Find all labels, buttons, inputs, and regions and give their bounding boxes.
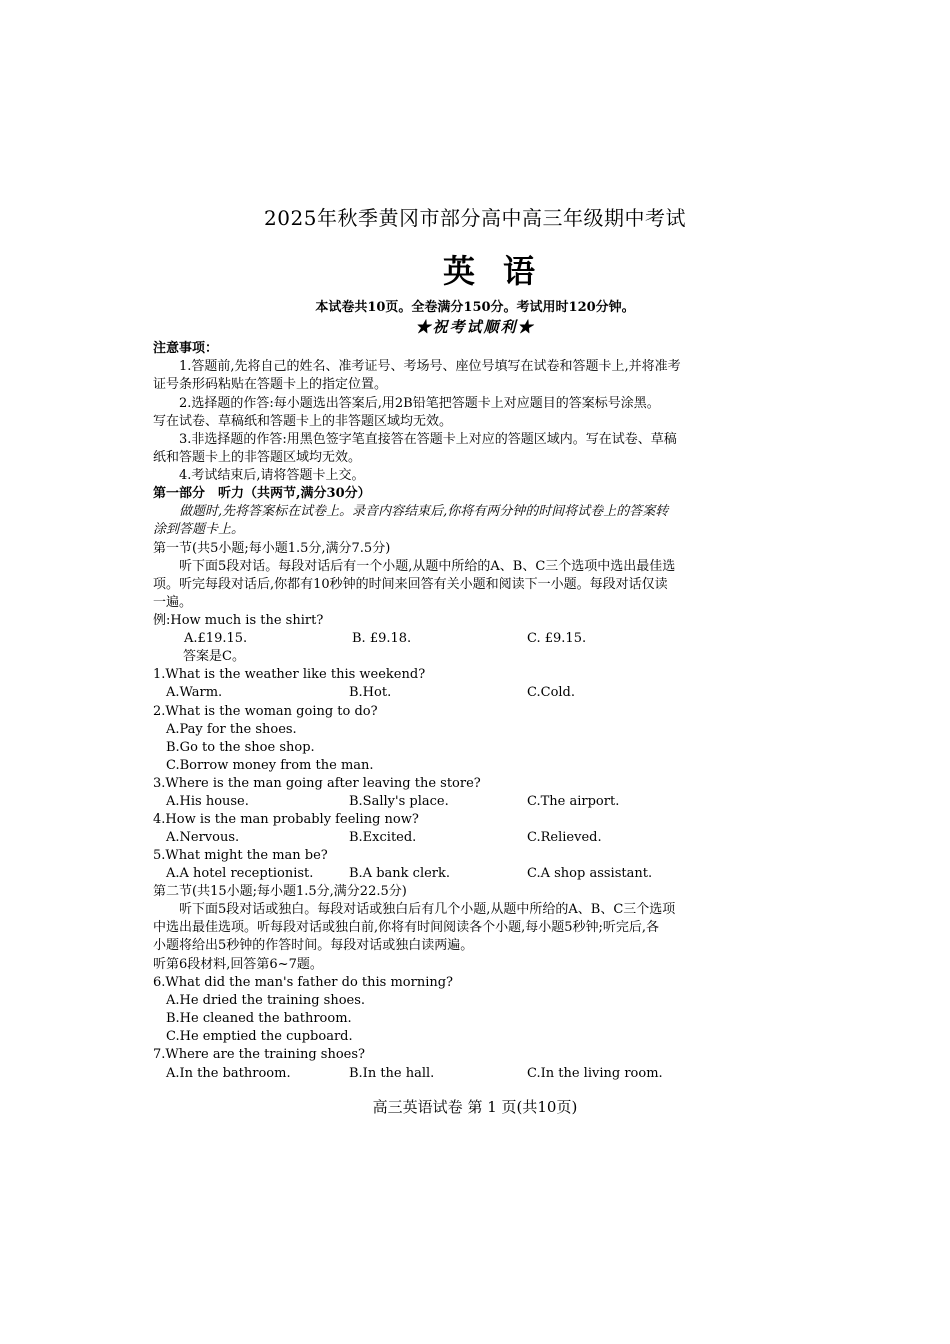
- subject-title: 英语: [442, 252, 563, 290]
- question-7: 7.Where are the training shoes?: [153, 1047, 365, 1062]
- question-6: 6.What did the man's father do this morning?: [153, 975, 454, 990]
- page-footer: 高三英语试卷 第 1 页(共10页): [372, 1098, 578, 1116]
- q7-option-c: C.In the living room.: [527, 1066, 663, 1081]
- notice-item: 2.选择题的作答:每小题选出答案后,用2B铅笔把答题卡上对应题目的答案标号涂黑。: [179, 396, 660, 411]
- section2-heading: 第二节(共15小题;每小题1.5分,满分22.5分): [153, 884, 407, 899]
- q6-option-c: C.He emptied the cupboard.: [166, 1029, 353, 1044]
- q4-option-a: A.Nervous.: [166, 830, 240, 845]
- q7-option-b: B.In the hall.: [349, 1066, 435, 1081]
- notice-item: 纸和答题卡上的非答题区域均无效。: [153, 450, 362, 465]
- question-1: 1.What is the weather like this weekend?: [153, 667, 426, 682]
- section1-heading: 第一节(共5小题;每小题1.5分,满分7.5分): [153, 541, 391, 556]
- section1-instructions: 项。听完每段对话后,你都有10秒钟的时间来回答有关小题和阅读下一小题。每段对话仅读: [153, 577, 668, 592]
- part1-heading: 第一部分 听力（共两节,满分30分）: [153, 486, 371, 501]
- section2-instructions: 中选出最佳选项。听每段对话或独白前,你将有时间阅读各个小题,每小题5秒钟;听完后,各: [153, 920, 660, 935]
- q7-option-a: A.In the bathroom.: [166, 1066, 291, 1081]
- part1-intro: 做题时,先将答案标在试卷上。录音内容结束后,你将有两分钟的时间将试卷上的答案转: [179, 504, 669, 519]
- example-option-a: A.£19.15.: [184, 631, 248, 646]
- example-option-c: C. £9.15.: [527, 631, 587, 646]
- question-5: 5.What might the man be?: [153, 848, 328, 863]
- q5-option-b: B.A bank clerk.: [349, 866, 451, 881]
- notice-item: 写在试卷、草稿纸和答题卡上的非答题区域均无效。: [153, 414, 453, 429]
- section2-instructions: 听下面5段对话或独白。每段对话或独白后有几个小题,从题中所给的A、B、C三个选项: [179, 902, 676, 917]
- q2-option-a: A.Pay for the shoes.: [166, 722, 297, 737]
- exam-meta: 本试卷共10页。全卷满分150分。考试用时120分钟。: [315, 300, 635, 315]
- q4-option-c: C.Relieved.: [527, 830, 602, 845]
- notice-item: 1.答题前,先将自己的姓名、准考证号、考场号、座位号填写在试卷和答题卡上,并将准考: [179, 359, 681, 374]
- question-4: 4.How is the man probably feeling now?: [153, 812, 419, 827]
- question-2: 2.What is the woman going to do?: [153, 704, 378, 719]
- notice-item: 3.非选择题的作答:用黑色签字笔直接答在答题卡上对应的答题区域内。写在试卷、草稿: [179, 432, 677, 447]
- q1-option-c: C.Cold.: [527, 685, 576, 700]
- section1-instructions: 听下面5段对话。每段对话后有一个小题,从题中所给的A、B、C三个选项中选出最佳选: [179, 559, 676, 574]
- q1-option-b: B.Hot.: [349, 685, 392, 700]
- q1-option-a: A.Warm.: [166, 685, 223, 700]
- example-option-b: B. £9.18.: [352, 631, 412, 646]
- q6-option-a: A.He dried the training shoes.: [166, 993, 366, 1008]
- material-6-label: 听第6段材料,回答第6~7题。: [153, 957, 323, 972]
- section1-instructions: 一遍。: [153, 595, 193, 610]
- question-3: 3.Where is the man going after leaving the store?: [153, 776, 481, 791]
- example-question: 例:How much is the shirt?: [153, 613, 324, 628]
- q5-option-a: A.A hotel receptionist.: [166, 866, 314, 881]
- q3-option-c: C.The airport.: [527, 794, 620, 809]
- q2-option-b: B.Go to the shoe shop.: [166, 740, 315, 755]
- q5-option-c: C.A shop assistant.: [527, 866, 653, 881]
- notice-heading: 注意事项：: [153, 341, 219, 356]
- good-luck-banner: ★祝考试顺利★: [415, 318, 535, 336]
- q6-option-b: B.He cleaned the bathroom.: [166, 1011, 352, 1026]
- notice-item: 4.考试结束后,请将答题卡上交。: [179, 468, 365, 483]
- section2-instructions: 小题将给出5秒钟的作答时间。每段对话或独白读两遍。: [153, 938, 474, 953]
- example-answer: 答案是C。: [183, 649, 245, 664]
- exam-title: 2025年秋季黄冈市部分高中高三年级期中考试: [264, 206, 686, 230]
- q2-option-c: C.Borrow money from the man.: [166, 758, 374, 773]
- part1-intro: 涂到答题卡上。: [153, 522, 245, 537]
- q4-option-b: B.Excited.: [349, 830, 417, 845]
- notice-item: 证号条形码粘贴在答题卡上的指定位置。: [153, 377, 388, 392]
- q3-option-a: A.His house.: [166, 794, 249, 809]
- q3-option-b: B.Sally's place.: [349, 794, 449, 809]
